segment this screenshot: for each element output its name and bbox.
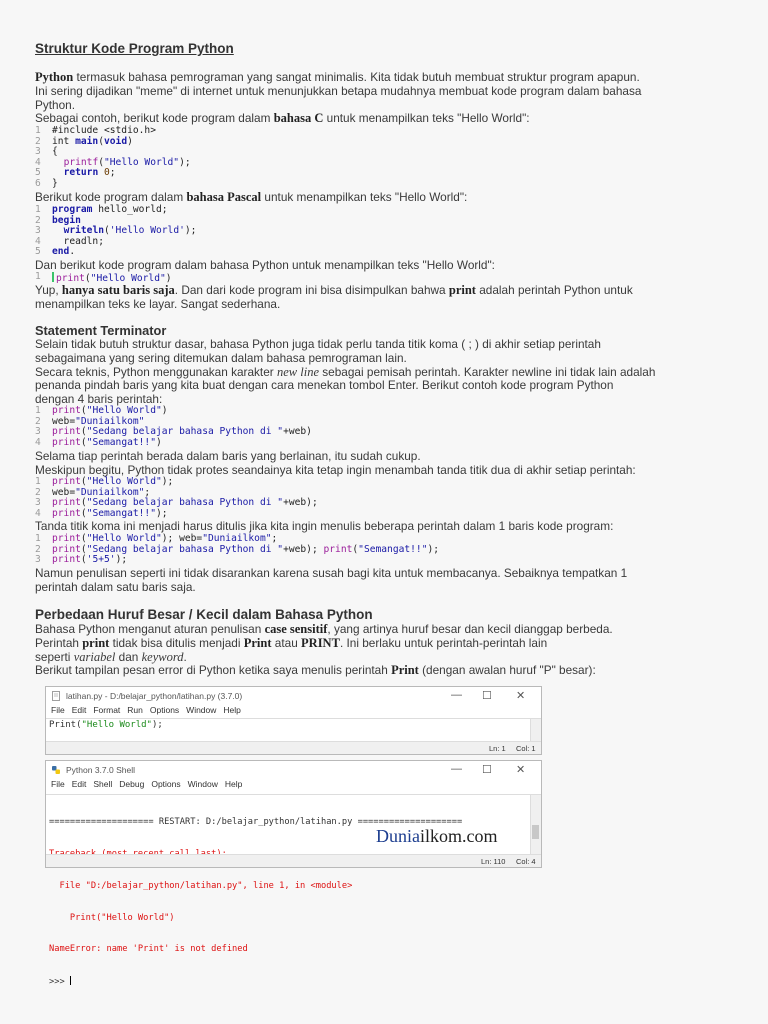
code-text: {: [52, 146, 58, 158]
code-block-python-1: [35, 272, 735, 283]
code-text: print("Hello World"): [52, 405, 168, 416]
line-number: 5: [35, 167, 41, 179]
idle-editor-window: [45, 686, 542, 755]
code-line: [35, 555, 735, 566]
close-button[interactable]: ✕: [516, 690, 526, 702]
line-number: 4: [35, 156, 41, 168]
code-line: [35, 179, 735, 190]
code-line: [35, 237, 735, 248]
error-line: NameError: name 'Print' is not defined: [49, 944, 248, 955]
shell-scrollbar[interactable]: [530, 795, 541, 855]
line-number: 1: [35, 405, 41, 416]
editor-statusbar: Ln: 1 Col: 1: [46, 741, 541, 754]
code-text: print('5+5');: [52, 554, 128, 566]
menu-item-window[interactable]: Window: [186, 705, 217, 715]
code-text: begin: [52, 214, 81, 226]
maximize-button[interactable]: ☐: [482, 764, 492, 776]
code-line: [35, 438, 735, 449]
code-text: print("Hello World"): [52, 272, 172, 285]
section-heading-case: Perbedaan Huruf Besar / Kecil dalam Bahasa Python: [35, 607, 373, 622]
code-block-c: [35, 126, 735, 190]
menu-item-file[interactable]: File: [51, 779, 65, 789]
code-text: print("Semangat!!"): [52, 436, 162, 448]
line-number: 1: [35, 204, 41, 215]
line-number: 3: [35, 146, 41, 158]
python-intro: Dan berikut kode program dalam bahasa Python untuk menampilkan teks "Hello World":: [35, 258, 495, 272]
code-line: [35, 205, 735, 216]
statement-paragraph-2: Selama tiap perintah berada dalam baris yang berlainan, itu sudah cukup. Meskipun begitu, Python tidak protes seandainya kita tetap ingin menambah tanda titik dua di akhir setiap perintah:: [35, 449, 636, 477]
line-number: 2: [35, 135, 41, 147]
code-block-pascal: [35, 205, 735, 258]
cursor-marker: [52, 272, 54, 282]
shell-titlebar: [46, 761, 541, 779]
line-number: 6: [35, 177, 41, 189]
line-number: 2: [35, 486, 41, 498]
menu-item-shell[interactable]: Shell: [93, 779, 113, 789]
line-number: 2: [35, 415, 41, 427]
menu-item-options[interactable]: Options: [149, 705, 180, 715]
code-text: }: [52, 177, 58, 189]
statement-paragraph: Selain tidak butuh struktur dasar, bahasa Python juga tidak perlu tanda titik koma ( ; ) di akhir setiap perintah sebagaimana yang sering ditemukan dalam bahasa pemrograman lain. Secara teknis, Python menggunakan karakter new line sebagai pemisah perintah. Karakter newline ini tidak lain adalah penanda pindah baris yang kita buat dengan cara menekan tombol Enter. Berikut contoh kode program Python dengan 4 baris perintah:: [35, 337, 656, 407]
statement-paragraph-3: Tanda titik koma ini menjadi harus ditulis jika kita ingin menulis beberapa perintah dalam 1 baris kode program:: [35, 519, 614, 533]
python-word: Python: [35, 70, 74, 84]
menu-item-help[interactable]: Help: [224, 779, 243, 789]
traceback-code-line: Print("Hello World"): [49, 912, 175, 923]
code-text: readln;: [52, 235, 104, 247]
code-line: [35, 247, 735, 258]
shell-title: Python 3.7.0 Shell: [66, 765, 135, 775]
editor-titlebar: [46, 687, 541, 705]
menu-item-debug[interactable]: Debug: [119, 779, 145, 789]
code-line: [35, 168, 735, 179]
restart-line: ==================== RESTART: D:/belajar_python/latihan.py ====================: [49, 817, 463, 828]
code-line: [35, 509, 735, 520]
editor-text-area[interactable]: [46, 718, 541, 743]
code-text: print("Sedang belajar bahasa Python di "+web); print("Semangat!!");: [52, 543, 440, 555]
code-text: print("Sedang belajar bahasa Python di "+web);: [52, 497, 318, 509]
code-text: web="Duniailkom": [52, 415, 145, 427]
page-title: Struktur Kode Program Python: [35, 41, 234, 56]
statement-paragraph-4: Namun penulisan seperti ini tidak disarankan karena susah bagi kita untuk membacanya. Sebaiknya tempatkan 1 perintah dalam satu baris saja.: [35, 566, 628, 594]
shell-statusbar: Ln: 110 Col: 4: [46, 854, 541, 867]
shell-prompt[interactable]: >>>: [49, 977, 70, 988]
code-block-python-2: [35, 406, 735, 448]
line-number: 1: [35, 125, 41, 136]
line-number: 5: [35, 246, 41, 258]
line-number: 4: [35, 507, 41, 519]
line-number: 4: [35, 235, 41, 247]
menu-item-edit[interactable]: Edit: [71, 705, 87, 715]
code-line: [35, 272, 735, 283]
code-text: return 0;: [63, 167, 116, 179]
minimize-button[interactable]: —: [451, 689, 462, 701]
line-number: 3: [35, 225, 41, 237]
editor-title: latihan.py - D:/belajar_python/latihan.py (3.7.0): [66, 691, 243, 701]
code-line: [35, 126, 735, 137]
maximize-button[interactable]: ☐: [482, 690, 492, 702]
editor-code-line: Print("Hello World");: [49, 720, 163, 730]
code-text: #include <stdio.h>: [52, 125, 156, 136]
code-line: [35, 545, 735, 556]
shell-menubar: [46, 779, 541, 792]
code-text: print("Hello World");: [52, 476, 174, 487]
section-heading-statement: Statement Terminator: [35, 323, 167, 338]
menu-item-window[interactable]: Window: [187, 779, 218, 789]
minimize-button[interactable]: —: [451, 763, 462, 775]
code-line: [35, 137, 735, 148]
python-icon: [51, 765, 61, 775]
document-icon: [51, 691, 61, 701]
line-number: 2: [35, 214, 41, 226]
line-number: 3: [35, 554, 41, 566]
menu-item-options[interactable]: Options: [151, 779, 181, 789]
line-number: 4: [35, 436, 41, 448]
pascal-intro: Berikut kode program dalam bahasa Pascal untuk menampilkan teks "Hello World":: [35, 190, 468, 204]
code-block-python-3: [35, 477, 735, 519]
line-number: 1: [35, 476, 41, 487]
line-number: 3: [35, 497, 41, 509]
menu-item-format[interactable]: Format: [93, 705, 121, 715]
watermark: Duniailkom.com: [376, 826, 498, 846]
line-number: 1: [35, 533, 41, 544]
case-paragraph: Bahasa Python menganut aturan penulisan case sensitif, yang artinya huruf besar dan kecil dianggap berbeda. Perintah print tidak bisa ditulis menjadi Print atau PRINT. Ini berlaku untuk perintah-perintah lain seperti variabel dan keyword. Berikut tampilan pesan error di Python ketika saya menulis perintah Print (dengan awalan huruf "P" besar):: [35, 622, 613, 678]
menu-item-run[interactable]: Run: [127, 705, 143, 715]
yup-paragraph: Yup, hanya satu baris saja. Dan dari kode program ini bisa disimpulkan bahwa print adalah perintah Python untuk menampilkan teks ke layar. Sangat sederhana.: [35, 283, 633, 311]
code-block-python-4: [35, 534, 735, 566]
code-line: [35, 226, 735, 237]
idle-shell-window: [45, 760, 542, 988]
intro-paragraph: Python termasuk bahasa pemrograman yang sangat minimalis. Kita tidak butuh membuat struktur program apapun. Ini sering dijadikan "meme" di internet untuk menunjukkan betapa mudahnya membuat kode program dalam bahasa Python. Sebagai contoh, berikut kode program dalam bahasa C untuk menampilkan teks "Hello World":: [35, 70, 642, 126]
line-number: 2: [35, 543, 41, 555]
menu-item-edit[interactable]: Edit: [71, 779, 87, 789]
code-text: program hello_world;: [52, 204, 168, 215]
scrollbar-thumb[interactable]: [532, 825, 539, 839]
line-number: 3: [35, 426, 41, 438]
code-text: web="Duniailkom";: [52, 486, 151, 498]
close-button[interactable]: ✕: [516, 764, 526, 776]
editor-scrollbar[interactable]: [530, 719, 541, 743]
code-text: printf("Hello World");: [63, 156, 191, 168]
code-text: int main(void): [52, 135, 133, 147]
line-number: 1: [35, 271, 41, 282]
menu-item-file[interactable]: File: [51, 705, 65, 715]
code-text: print("Hello World"); web="Duniailkom";: [52, 533, 278, 544]
code-text: end.: [52, 246, 76, 258]
code-text: print("Sedang belajar bahasa Python di "+web): [52, 426, 312, 438]
editor-menubar: [46, 705, 541, 718]
code-text: writeln('Hello World');: [63, 225, 197, 237]
traceback-file-line: File "D:/belajar_python/latihan.py", line 1, in <module>: [49, 880, 353, 891]
code-text: print("Semangat!!");: [52, 507, 168, 519]
code-line: [35, 158, 735, 169]
menu-item-help[interactable]: Help: [223, 705, 241, 715]
